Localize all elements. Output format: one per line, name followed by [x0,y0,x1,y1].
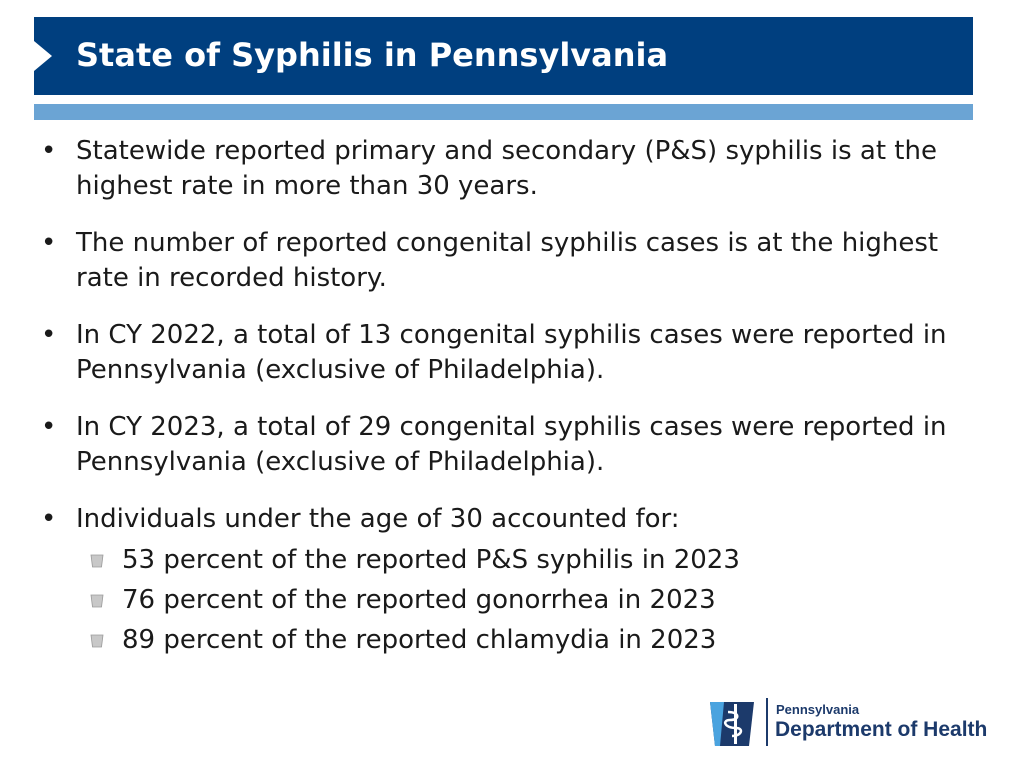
bullet-item [38,226,978,296]
logo-state-text: Pennsylvania [776,702,860,717]
sub-bullet-item [38,623,978,658]
bullet-dot-icon: • [41,136,57,166]
keystone-bullet-icon [90,554,104,568]
sub-bullet-text: 53 percent of the reported P&S syphilis in 2023 [122,545,740,575]
sub-bullet-text: 76 percent of the reported gonorrhea in 2023 [122,585,716,615]
bullet-text: Individuals under the age of 30 accounted for: [76,504,680,534]
sub-bullet-item [38,583,978,618]
bullet-text: In CY 2022, a total of 13 congenital syphilis cases were reported in Pennsylvania (exclusive of Philadelphia). [76,320,947,385]
keystone-bullet-icon [90,634,104,648]
bullet-dot-icon: • [41,320,57,350]
bullet-list [38,134,978,663]
slide-title: State of Syphilis in Pennsylvania [76,36,669,74]
keystone-logo-icon [708,698,756,748]
bullet-item [38,502,978,537]
bullet-text: The number of reported congenital syphilis cases is at the highest rate in recorded history. [76,228,939,293]
accent-bar [34,104,973,120]
logo-divider [766,698,768,746]
pa-health-logo [708,696,988,748]
sub-bullet-text: 89 percent of the reported chlamydia in 2023 [122,625,717,655]
logo-department-text: Department of Health [775,718,988,741]
bullet-dot-icon: • [41,504,57,534]
bullet-dot-icon: • [41,412,57,442]
bullet-text: In CY 2023, a total of 29 congenital syphilis cases were reported in Pennsylvania (exclusive of Philadelphia). [76,412,947,477]
bullet-item [38,410,978,480]
bullet-dot-icon: • [41,228,57,258]
title-bar [34,17,973,95]
sub-bullet-item [38,543,978,578]
sub-bullet-list [38,543,978,658]
bullet-text: Statewide reported primary and secondary (P&S) syphilis is at the highest rate in more than 30 years. [76,136,937,201]
keystone-bullet-icon [90,594,104,608]
bullet-item [38,134,978,204]
bullet-item [38,318,978,388]
title-notch-icon [34,41,52,71]
